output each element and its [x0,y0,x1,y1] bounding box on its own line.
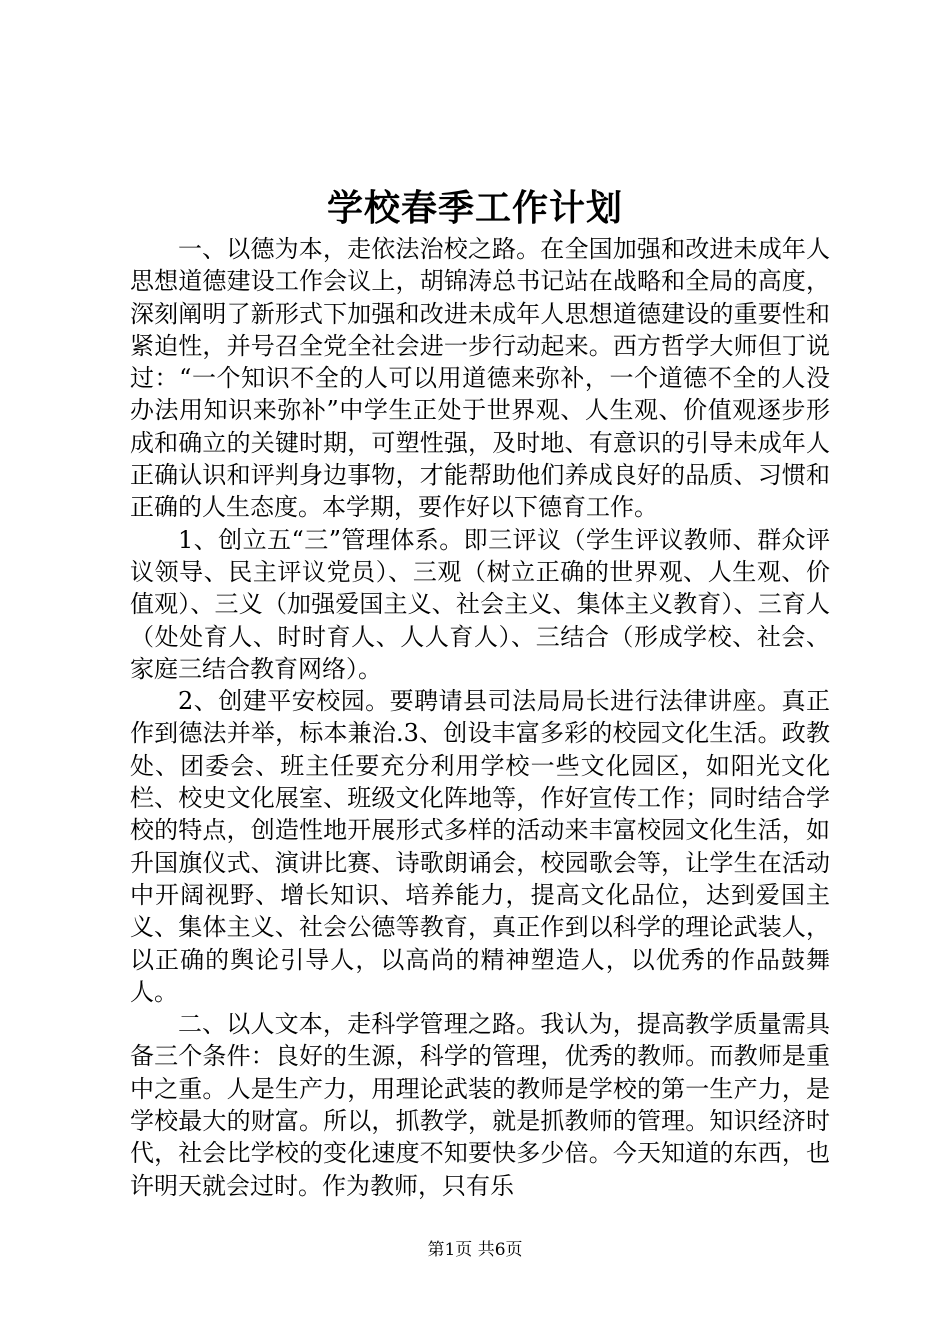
paragraph-scientific-management: 二、以人文本，走科学管理之路。我认为，提高教学质量需具备三个条件：良好的生源，科学的管理，优秀的教师。而教师是重中之重。人是生产力，用理论武装的教师是学校的第一生产力，是学校最大的财富。所以，抓教学，就是抓教师的管理。知识经济时代，社会比学校的变化速度不知要快多少倍。今天知道的东西，也许明天就会过时。作为教师，只有乐 [130,1010,830,1200]
document-body [130,233,830,1202]
document-title: 学校春季工作计划 [326,187,623,229]
paragraph-moral-education: 一、以德为本，走依法治校之路。在全国加强和改进未成年人思想道德建设工作会议上，胡锦涛总书记站在战略和全局的高度，深刻阐明了新形式下加强和改进未成年人思想道德建设的重要性和紧迫性，并号召全党全社会进一步行动起来。西方哲学大师但丁说过：“一个知识不全的人可以用道德来弥补，一个道德不全的人没办法用知识来弥补”中学生正处于世界观、人生观、价值观逐步形成和确立的关键时期，可塑性强，及时地、有意识的引导未成年人正确认识和评判身边事物，才能帮助他们养成良好的品质、习惯和正确的人生态度。本学期，要作好以下德育工作。 [130,235,830,522]
paragraph-safe-campus: 2、创建平安校园。要聘请县司法局局长进行法律讲座。真正作到德法并举，标本兼治.3、创设丰富多彩的校园文化生活。政教处、团委会、班主任要充分利用学校一些文化园区，如阳光文化栏、校史文化展室、班级文化阵地等，作好宣传工作；同时结合学校的特点，创造性地开展形式多样的活动来丰富校园文化生活，如升国旗仪式、演讲比赛、诗歌朗诵会，校园歌会等，让学生在活动中开阔视野、增长知识、培养能力，提高文化品位，达到爱国主义、集体主义、社会公德等教育，真正作到以科学的理论武装人，以正确的舆论引导人，以高尚的精神塑造人，以优秀的作品鼓舞人。 [130,687,830,1006]
page-number: 第1页 共6页 [427,1240,523,1260]
paragraph-management-system: 1、创立五“三”管理体系。即三评议（学生评议教师、群众评议领导、民主评议党员）、三观（树立正确的世界观、人生观、价值观）、三义（加强爱国主义、社会主义、集体主义教育）、三育人（处处育人、时时育人、人人育人）、三结合（形成学校、社会、家庭三结合教育网络）。 [130,525,830,683]
